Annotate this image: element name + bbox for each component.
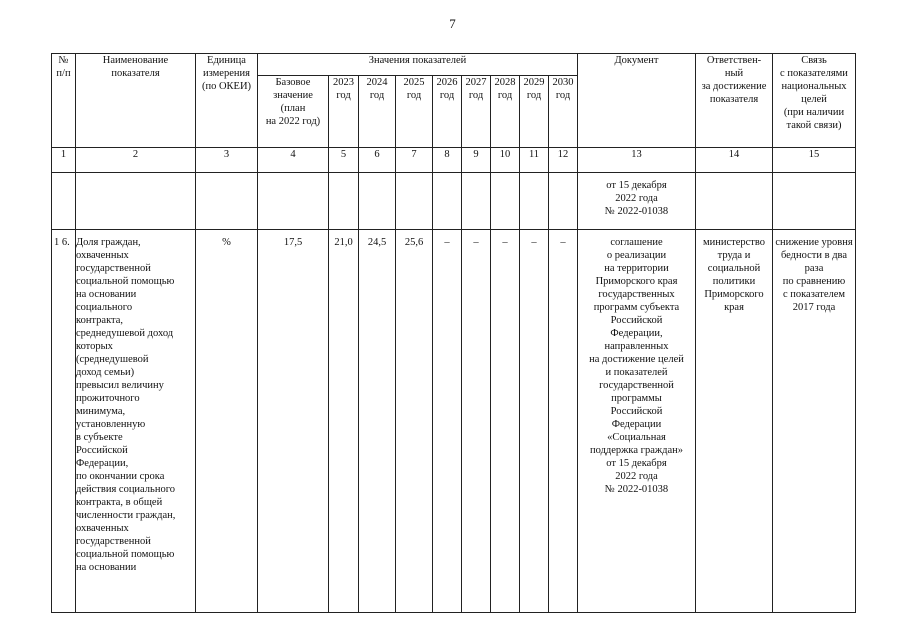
cont-document: от 15 декабря 2022 года № 2022-01038 xyxy=(578,173,696,230)
header-indicator-name: Наименование показателя xyxy=(76,54,196,148)
cont-cell-7 xyxy=(396,173,433,230)
indicators-table xyxy=(51,53,856,613)
header-year-2023: 2023 год xyxy=(329,76,359,148)
column-number-15: 15 xyxy=(773,148,856,173)
column-number-7: 7 xyxy=(396,148,433,173)
value-2025: 25,6 xyxy=(396,230,433,613)
header-number: № п/п xyxy=(52,54,76,148)
header-national-goal: Связь с показателями национальных целей (при наличии такой связи) xyxy=(773,54,856,148)
cont-cell-6 xyxy=(359,173,396,230)
header-year-2026: 2026 год xyxy=(433,76,462,148)
cont-cell-8 xyxy=(433,173,462,230)
value-2024: 24,5 xyxy=(359,230,396,613)
column-number-3: 3 xyxy=(196,148,258,173)
value-2029: – xyxy=(520,230,549,613)
column-number-12: 12 xyxy=(549,148,578,173)
cont-cell-11 xyxy=(520,173,549,230)
header-values-group: Значения показателей xyxy=(258,54,578,76)
header-unit: Единица измерения (по ОКЕИ) xyxy=(196,54,258,148)
responsible-text: министерство труда и социальной политики Приморского края xyxy=(696,230,773,613)
header-year-2030: 2030 год xyxy=(549,76,578,148)
header-responsible: Ответствен- ный за достижение показателя xyxy=(696,54,773,148)
indicator-name: Доля граждан, охваченных государственной социальной помощью на основании социального контракта, среднедушевой доход которых (среднедушевой доход семьи) превысил величину прожиточного минимума, установленную в субъекте Российской Федерации, по окончании срока действия социального контракта, в общей численности граждан, охваченных государственной социальной помощью на основании xyxy=(76,230,196,613)
header-year-2025: 2025 год xyxy=(396,76,433,148)
cont-cell-15 xyxy=(773,173,856,230)
base-value: 17,5 xyxy=(258,230,329,613)
cont-cell-1 xyxy=(52,173,76,230)
value-2030: – xyxy=(549,230,578,613)
value-2027: – xyxy=(462,230,491,613)
value-2028: – xyxy=(491,230,520,613)
column-number-5: 5 xyxy=(329,148,359,173)
column-number-1: 1 xyxy=(52,148,76,173)
header-year-2029: 2029 год xyxy=(520,76,549,148)
cont-cell-10 xyxy=(491,173,520,230)
column-number-10: 10 xyxy=(491,148,520,173)
column-number-9: 9 xyxy=(462,148,491,173)
row-number: 1 6. xyxy=(52,230,76,613)
cont-cell-9 xyxy=(462,173,491,230)
cont-cell-4 xyxy=(258,173,329,230)
national-goal-text: снижение уровня бедности в два раза по сравнению с показателем 2017 года xyxy=(773,230,856,613)
column-number-6: 6 xyxy=(359,148,396,173)
column-number-8: 8 xyxy=(433,148,462,173)
header-base-value: Базовое значение (план на 2022 год) xyxy=(258,76,329,148)
header-year-2028: 2028 год xyxy=(491,76,520,148)
header-document: Документ xyxy=(578,54,696,148)
cont-cell-12 xyxy=(549,173,578,230)
value-2026: – xyxy=(433,230,462,613)
unit-value: % xyxy=(196,230,258,613)
cont-cell-3 xyxy=(196,173,258,230)
column-number-14: 14 xyxy=(696,148,773,173)
value-2023: 21,0 xyxy=(329,230,359,613)
cont-cell-14 xyxy=(696,173,773,230)
column-number-4: 4 xyxy=(258,148,329,173)
header-year-2024: 2024 год xyxy=(359,76,396,148)
header-year-2027: 2027 год xyxy=(462,76,491,148)
column-number-11: 11 xyxy=(520,148,549,173)
column-number-13: 13 xyxy=(578,148,696,173)
cont-cell-5 xyxy=(329,173,359,230)
cont-cell-2 xyxy=(76,173,196,230)
document-text: соглашение о реализации на территории Приморского края государственных программ субъекта Российской Федерации, направленных на достижение целей и показателей государственной программы Российской Федерации «Социальная поддержка граждан» от 15 декабря 2022 года № 2022-01038 xyxy=(578,230,696,613)
column-number-2: 2 xyxy=(76,148,196,173)
page-number: 7 xyxy=(449,16,456,31)
